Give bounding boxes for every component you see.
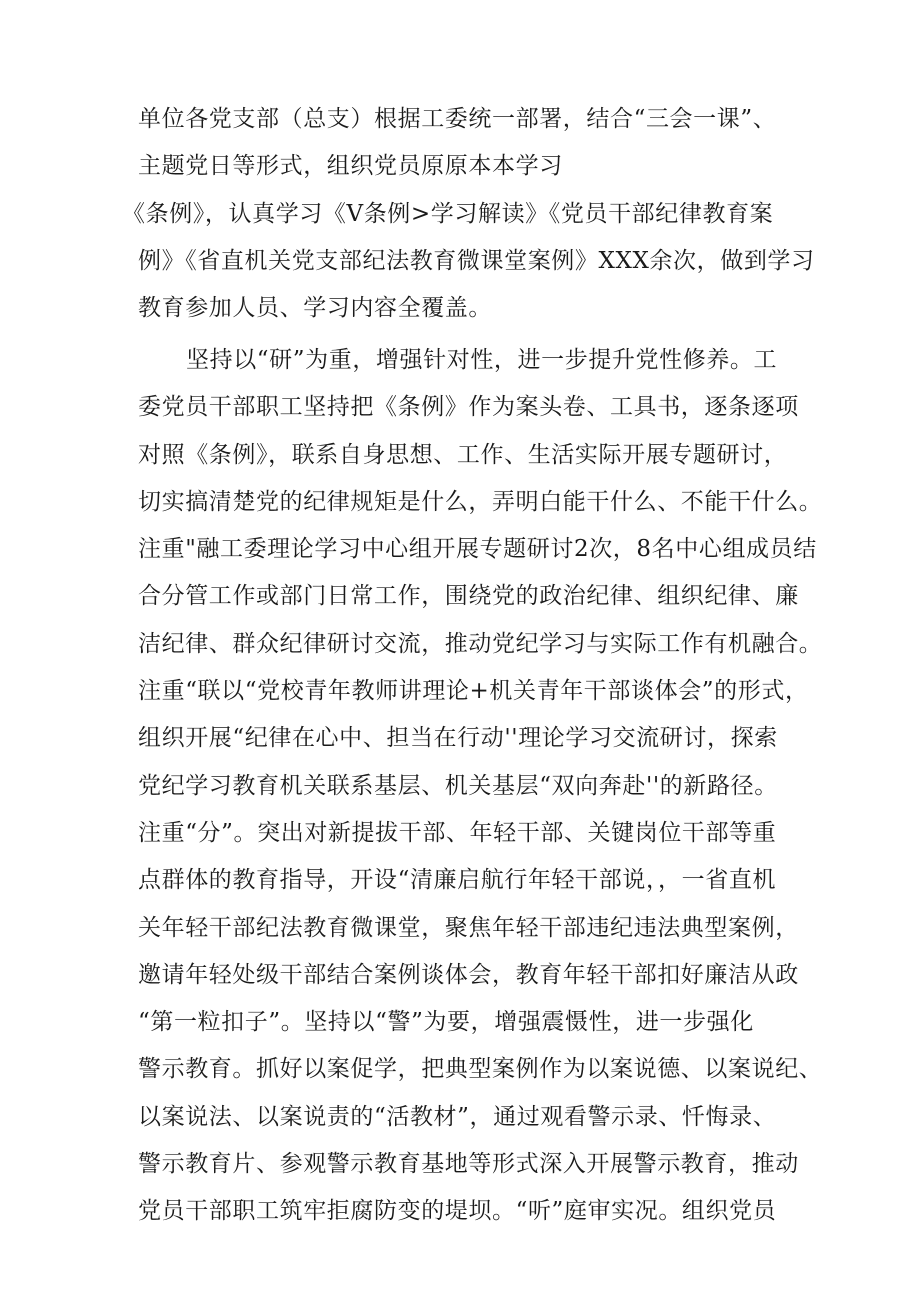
- paragraph-2-line: 切实搞清楚党的纪律规矩是什么，弄明白能干什么、不能干什么。: [138, 488, 823, 515]
- paragraph-2-line: 党纪学习教育机关联系基层、机关基层“双向奔赴''的新路径。: [138, 772, 778, 799]
- paragraph-1: [122, 96, 815, 332]
- paragraph-2: [138, 337, 823, 1236]
- paragraph-2-line: 注重"融工委理论学习中心组开展专题研讨2次，8名中心组成员结: [138, 536, 817, 563]
- paragraph-1-line: 主题党日等形式，组织党员原原本本学习: [138, 153, 563, 180]
- paragraph-2-line: 委党员干部职工坚持把《条例》作为案头卷、工具书，逐条逐项: [138, 394, 799, 421]
- paragraph-1-line: 例》《省直机关党支部纪法教育微课堂案例》XXX余次，做到学习: [138, 247, 815, 274]
- paragraph-2-line: 合分管工作或部门日常工作，围绕党的政治纪律、组织纪律、廉: [138, 583, 799, 610]
- paragraph-2-line: 坚持以“研”为重，增强针对性，进一步提升党性修养。工: [186, 347, 778, 373]
- paragraph-1-line: 单位各党支部（总支）根据工委统一部署，结合“三会一课”、: [138, 106, 777, 132]
- paragraph-2-line: 邀请年轻处级干部结合案例谈体会，教育年轻干部扣好廉洁从政: [138, 961, 799, 988]
- paragraph-2-line: 对照《条例》，联系自身思想、工作、生活实际开展专题研讨，: [138, 441, 788, 468]
- paragraph-2-line: 警示教育。抓好以案促学，把典型案例作为以案说德、以案说纪、: [138, 1056, 823, 1083]
- paragraph-2-line: “第一粒扣子”。坚持以“警”为要，增强震慑性，进一步强化: [138, 1009, 754, 1036]
- paragraph-2-line: 洁纪律、群众纪律研讨交流，推动党纪学习与实际工作有机融合。: [138, 630, 823, 657]
- paragraph-2-line: 组织开展“纪律在心中、担当在行动''理论学习交流研讨，探索: [138, 725, 778, 752]
- paragraph-1-line: 《条例》，认真学习《V条例>学习解读》《党员干部纪律教育案: [122, 200, 774, 227]
- paragraph-2-line: 注重“联以“党校青年教师讲理论+机关青年干部谈体会”的形式，: [138, 678, 809, 705]
- paragraph-2-line: 点群体的教育指导，开设“清廉启航行年轻干部说，，一省直机: [138, 867, 777, 894]
- paragraph-2-line: 警示教育片、参观警示教育基地等形式深入开展警示教育，推动: [138, 1151, 799, 1178]
- paragraph-1-line: 教育参加人员、学习内容全覆盖。: [138, 295, 492, 322]
- paragraph-2-line: 注重“分”。突出对新提拔干部、年轻干部、关键岗位干部等重: [138, 819, 777, 846]
- paragraph-2-line: 党员干部职工筑牢拒腐防变的堤坝。“听”庭审实况。组织党员: [138, 1198, 777, 1225]
- paragraph-2-line: 以案说法、以案说责的“活教材”，通过观看警示录、忏悔录、: [138, 1103, 777, 1130]
- paragraph-2-line: 关年轻干部纪法教育微课堂，聚焦年轻干部违纪违法典型案例，: [138, 914, 799, 941]
